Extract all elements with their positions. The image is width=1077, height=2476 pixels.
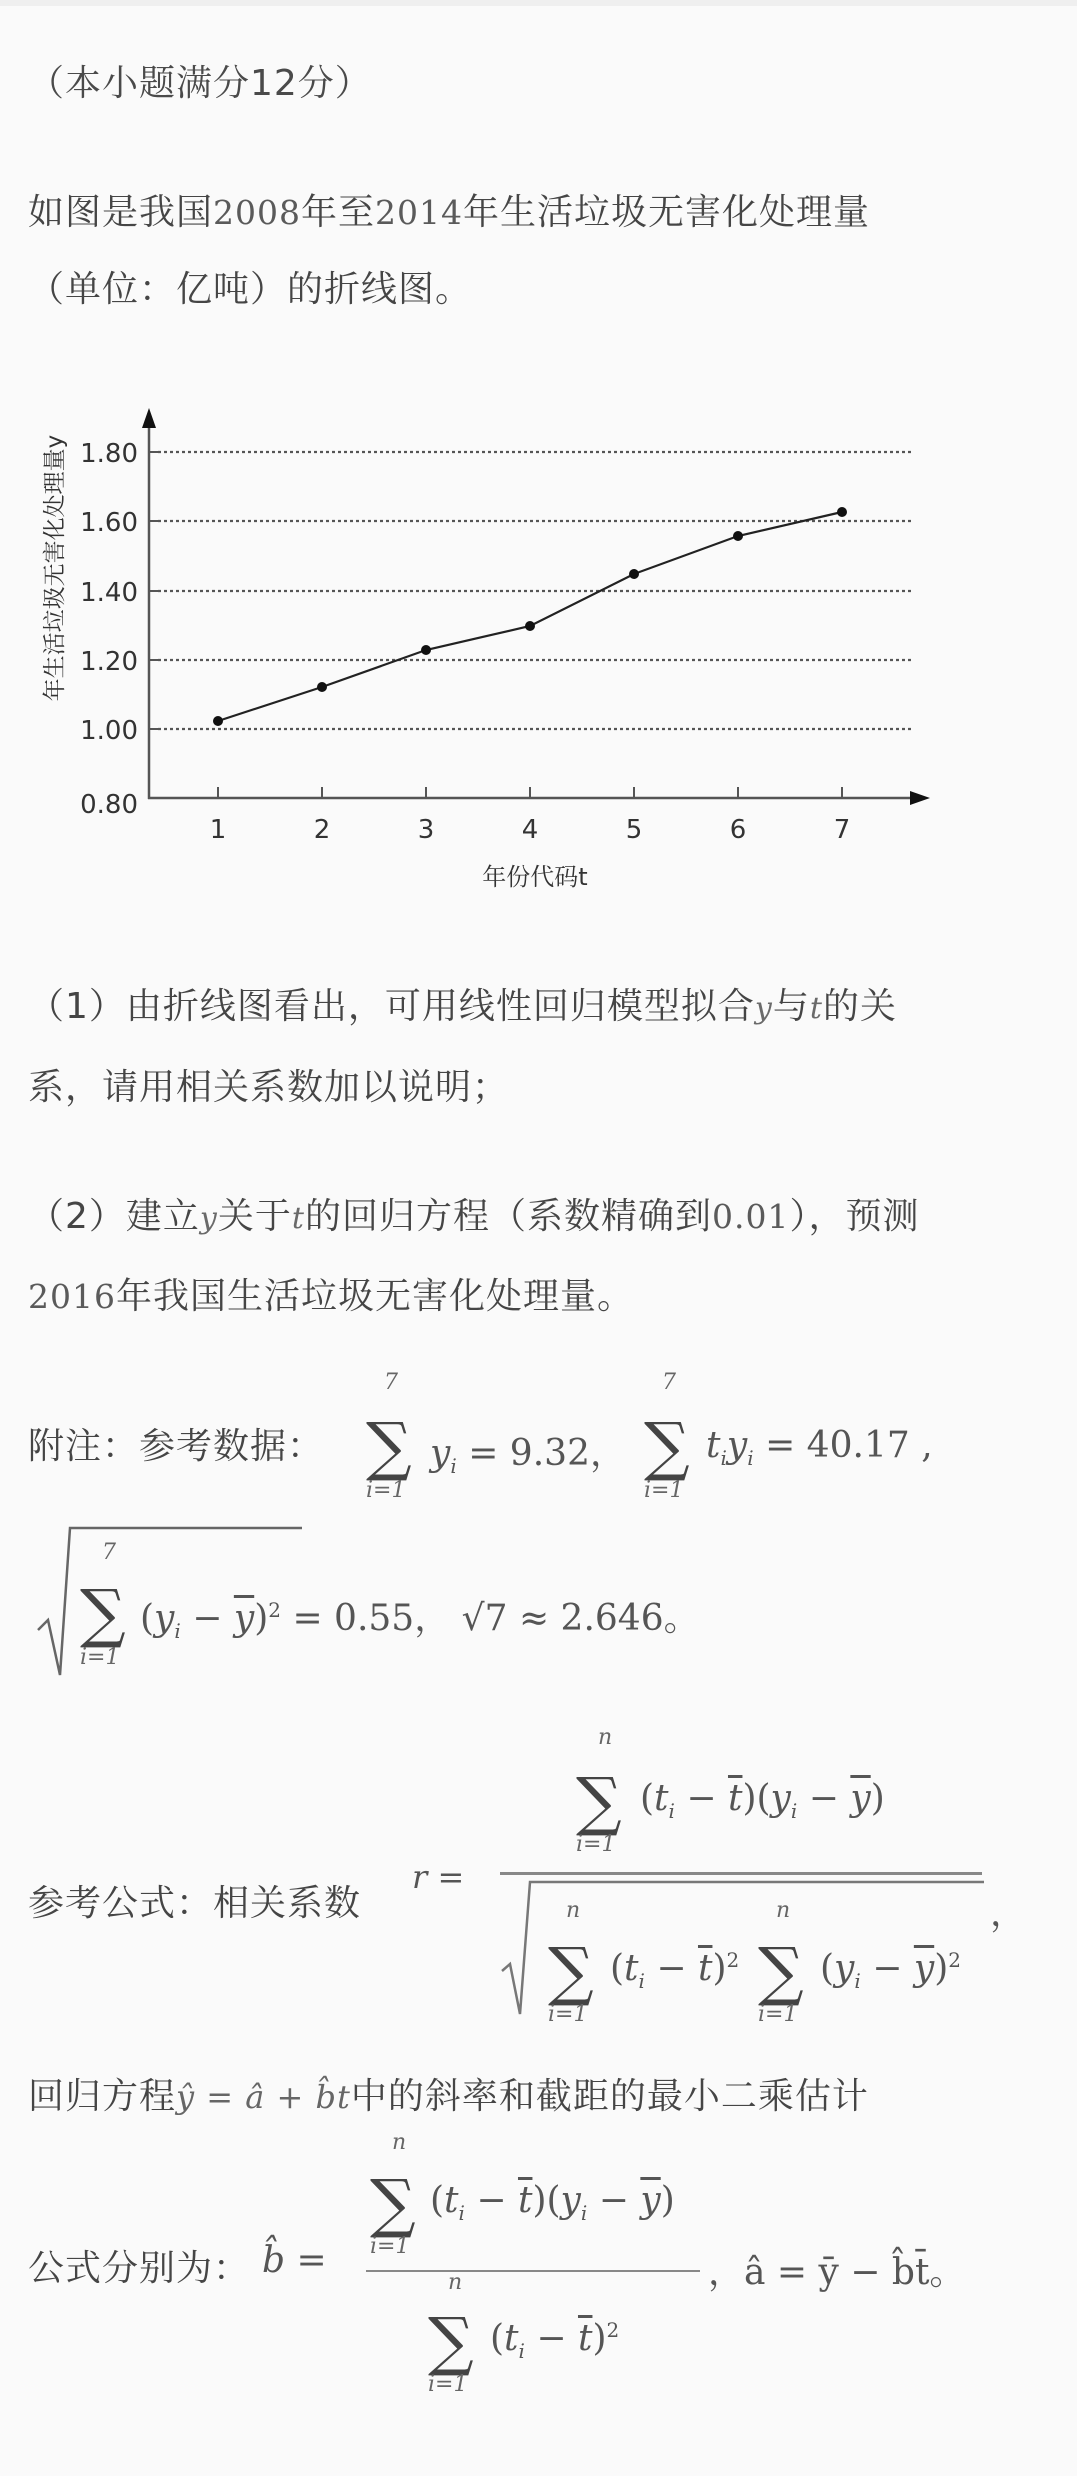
question-1-line-1	[28, 983, 897, 1033]
sum-upper-limit: n	[566, 1898, 581, 1923]
sum-upper-limit: n	[392, 2130, 407, 2155]
y-tick-labels	[80, 439, 138, 820]
question-1-line-2: 系，请用相关系数加以说明；	[28, 1067, 510, 1108]
sum-lower-limit: i=1	[758, 2002, 798, 2027]
regression-label: 回归方程	[28, 2076, 177, 2117]
comma: ，	[990, 1893, 1027, 1934]
q2-text-b: 关于	[217, 1196, 292, 1237]
regression-line	[28, 2073, 869, 2121]
sum-upper-limit: 7	[662, 1370, 676, 1395]
q1-text-c: 的关	[822, 986, 897, 1027]
y-tick-label: 1.80	[80, 439, 138, 469]
q2-text-e: 年我国生活垃圾无害化处理量。	[115, 1276, 634, 1317]
separator: ，	[589, 1433, 626, 1474]
x-tick-label: 4	[521, 815, 539, 845]
sum-upper-limit: 7	[384, 1370, 398, 1395]
x-tick-labels	[210, 815, 851, 845]
sum-ty-expression: $t_iy_i = 40.17$ ,	[706, 1425, 933, 1471]
data-line	[218, 512, 842, 721]
fraction-bar	[366, 2270, 700, 2272]
intro-text-c: 年生活垃圾无害化处理量	[463, 192, 871, 233]
var-y: y	[754, 991, 773, 1026]
sigma-icon: ∑	[428, 2305, 474, 2379]
var-t: t	[809, 991, 823, 1026]
sum-lower-limit: i=1	[644, 1478, 684, 1503]
y-axis-title: 年生活垃圾无害化处理量y	[42, 434, 68, 702]
sigma-icon: ∑	[548, 1935, 594, 2009]
x-tick-label: 3	[417, 815, 435, 845]
x-axis-title: 年份代码t	[482, 863, 588, 891]
year-end: 2014	[375, 193, 463, 232]
regression-equation: ŷ = â + b̂t	[176, 2078, 351, 2116]
sum-lower-limit: i=1	[366, 1478, 406, 1503]
sigma-icon: ∑	[644, 1410, 690, 1484]
x-tick-label: 2	[313, 815, 331, 845]
sum-lower-limit: i=1	[370, 2234, 410, 2259]
period: 。	[663, 1598, 700, 1639]
y-tick-label: 0.80	[80, 790, 138, 820]
sum-upper-limit: n	[776, 1898, 791, 1923]
reference-data-label: 附注：参考数据：	[28, 1426, 325, 1467]
q1-text-b: 与	[772, 986, 810, 1027]
sum-upper-limit: n	[448, 2270, 463, 2295]
sum-upper-limit: 7	[102, 1540, 116, 1565]
data-points	[213, 507, 847, 726]
sum-lower-limit: i=1	[428, 2372, 468, 2397]
b-denominator-expression: $(t_i - \overline{t})^2$	[490, 2318, 620, 2364]
sigma-icon: ∑	[366, 1410, 412, 1484]
gridlines	[158, 452, 911, 729]
forecast-year: 2016	[28, 1277, 116, 1316]
x-axis-arrow-icon	[910, 791, 930, 805]
sigma-icon: ∑	[370, 2167, 416, 2241]
sum-y-value: = 9.32	[468, 1433, 590, 1474]
b-hat-equals: b̂ =	[262, 2240, 327, 2281]
numerator-expression: $(t_i - \overline{t})(y_i - \overline{y})$	[640, 1778, 885, 1824]
formulas-label: 公式分别为：	[28, 2248, 251, 2289]
denominator-y-expression: $(y_i - \overline{y})^2$	[820, 1948, 961, 1994]
year-start: 2008	[213, 193, 301, 232]
var-t: t	[706, 1425, 721, 1466]
intro-line-1	[28, 189, 870, 237]
sigma-icon: ∑	[80, 1577, 126, 1651]
fraction-bar	[500, 1872, 982, 1875]
sum-y-expression	[430, 1425, 626, 1478]
var-y: y	[199, 1201, 218, 1236]
sum-lower-limit: i=1	[548, 2002, 588, 2027]
sum-ty-value: = 40.17	[765, 1425, 910, 1466]
q2-text-a: （2）建立	[28, 1196, 200, 1237]
score-note: （本小题满分12分）	[28, 63, 372, 104]
sum-upper-limit: n	[598, 1725, 613, 1750]
q1-text-a: （1）由折线图看出，可用线性回归模型拟合	[28, 986, 755, 1027]
line-chart	[0, 380, 1077, 920]
sum-lower-limit: i=1	[80, 1645, 120, 1670]
formula-label: 参考公式：相关系数	[28, 1883, 362, 1924]
x-tick-label: 5	[625, 815, 643, 845]
q2-text-d: ），预测	[789, 1196, 920, 1237]
sqrt7-value: √7 ≈ 2.646	[461, 1598, 664, 1639]
sum-lower-limit: i=1	[576, 1832, 616, 1857]
y-tick-label: 1.20	[80, 647, 138, 677]
x-tick-label: 6	[729, 815, 747, 845]
sqrt-sum-expression: $(y_i - \overline{y})^2 = 0.55$， √7 ≈ 2.646。	[140, 1598, 700, 1644]
y-tick-label: 1.00	[80, 716, 138, 746]
sigma-icon: ∑	[576, 1765, 622, 1839]
q2-text-c: 的回归方程（系数精确到	[304, 1196, 712, 1237]
intro-text-a: 如图是我国	[28, 192, 214, 233]
precision-value: 0.01	[711, 1197, 790, 1236]
var-y: y	[430, 1433, 451, 1474]
b-hat-lhs	[262, 2240, 327, 2281]
subscript-i: i	[450, 1454, 457, 1479]
intro-line-2: （单位：亿吨）的折线图。	[28, 269, 473, 310]
regression-description: 中的斜率和截距的最小二乘估计	[350, 2076, 869, 2117]
a-hat-formula	[708, 2244, 965, 2295]
x-tick-label: 1	[209, 815, 227, 845]
question-2-line-2	[28, 1273, 634, 1321]
question-2-line-1	[28, 1193, 919, 1243]
intro-text-b: 年至	[301, 192, 376, 233]
sigma-icon: ∑	[758, 1935, 804, 2009]
denominator-t-expression: $(t_i - \overline{t})^2$	[610, 1948, 740, 1994]
b-numerator-expression: $(t_i - \overline{t})(y_i - \overline{y})$	[430, 2180, 675, 2226]
y-tick-label: 1.60	[80, 508, 138, 538]
a-hat-equation: ，â = ȳ − b̂t̄。	[708, 2252, 966, 2293]
var-t: t	[291, 1201, 305, 1236]
y-axis-arrow-icon	[142, 408, 156, 428]
y-tick-label: 1.40	[80, 578, 138, 608]
chart-svg	[0, 380, 1077, 920]
x-tick-label: 7	[833, 815, 851, 845]
sqrt-sum-value: = 0.55	[292, 1598, 415, 1639]
r-lhs	[412, 1858, 464, 1896]
r-equals: r =	[412, 1858, 465, 1896]
top-bar	[0, 0, 1077, 6]
